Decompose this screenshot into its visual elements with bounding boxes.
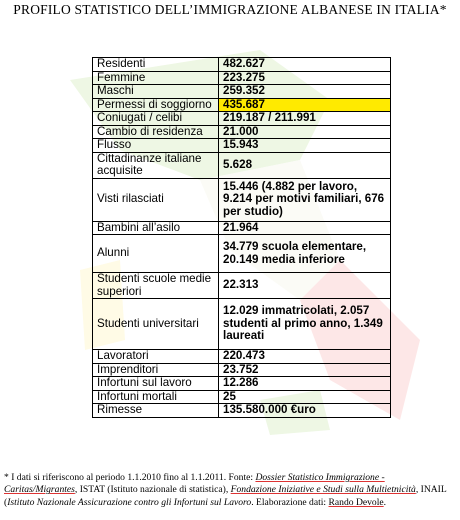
- table-row: [93, 299, 391, 350]
- footnote-author: Rando Devole: [328, 496, 384, 508]
- table-row: [93, 363, 391, 377]
- row-value: 21.000: [219, 125, 391, 139]
- row-label: Infortuni mortali: [93, 390, 219, 404]
- row-label: Coniugati / celibi: [93, 112, 219, 126]
- row-label: Maschi: [93, 85, 219, 99]
- row-value: 435.687: [219, 98, 391, 112]
- footnote-text: .: [383, 496, 387, 508]
- row-value: 259.352: [219, 85, 391, 99]
- row-value: 22.313: [219, 273, 391, 299]
- table-row: [93, 152, 391, 178]
- footnote-source-fondazione: Fondazione Iniziative e Studi sulla Multietnicità: [230, 484, 416, 496]
- table-row: [93, 85, 391, 99]
- row-label: Imprenditori: [93, 363, 219, 377]
- row-label: Studenti scuole medie superiori: [93, 273, 219, 299]
- table-row: [93, 221, 391, 235]
- row-value: 12.286: [219, 377, 391, 391]
- row-value: 482.627: [219, 58, 391, 72]
- row-label: Flusso: [93, 139, 219, 153]
- row-label: Alunni: [93, 235, 219, 273]
- row-value: 23.752: [219, 363, 391, 377]
- table-row: [93, 377, 391, 391]
- footnote-source-dossier: Dossier Statistico Immigrazione - Caritas/Migrantes: [4, 472, 385, 496]
- row-value: 15.943: [219, 139, 391, 153]
- row-value: 5.628: [219, 152, 391, 178]
- row-value: 15.446 (4.882 per lavoro, 9.214 per motivi familiari, 676 per studio): [219, 178, 391, 221]
- table-row: [93, 58, 391, 72]
- row-label: Cambio di residenza: [93, 125, 219, 139]
- row-value: 12.029 immatricolati, 2.057 studenti al primo anno, 1.349 laureati: [219, 299, 391, 350]
- table-row: [93, 404, 391, 418]
- row-label: Cittadinanze italiane acquisite: [93, 152, 219, 178]
- row-label: Visti rilasciati: [93, 178, 219, 221]
- table-row: [93, 125, 391, 139]
- row-label: Studenti universitari: [93, 299, 219, 350]
- footnote-text: * I dati si riferiscono al periodo 1.1.2010 fino al 1.1.2011. Fonte:: [4, 472, 256, 483]
- table-row: [93, 273, 391, 299]
- row-value: 223.275: [219, 71, 391, 85]
- row-label: Rimesse: [93, 404, 219, 418]
- row-value: 34.779 scuola elementare, 20.149 media inferiore: [219, 235, 391, 273]
- table-row: [93, 235, 391, 273]
- footnote: [4, 472, 456, 509]
- row-label: Infortuni sul lavoro: [93, 377, 219, 391]
- row-value: 219.187 / 211.991: [219, 112, 391, 126]
- table-row: [93, 71, 391, 85]
- table-row: [93, 98, 391, 112]
- row-value: 25: [219, 390, 391, 404]
- footnote-text: . Elaborazione dati:: [251, 496, 329, 508]
- row-value: 21.964: [219, 221, 391, 235]
- table-row: [93, 178, 391, 221]
- footnote-source-inail: Istituto Nazionale Assicurazione contro gli Infortuni sul Lavoro: [7, 496, 252, 508]
- table-row: [93, 112, 391, 126]
- table-row: [93, 390, 391, 404]
- row-value: 135.580.000 €uro: [219, 404, 391, 418]
- table-row: [93, 350, 391, 364]
- statistics-table: [92, 57, 391, 418]
- row-value: 220.473: [219, 350, 391, 364]
- footnote-text: , INAIL (: [4, 484, 447, 508]
- row-label: Lavoratori: [93, 350, 219, 364]
- footnote-text: , ISTAT (Istituto nazionale di statistica),: [74, 484, 231, 496]
- row-label: Residenti: [93, 58, 219, 72]
- page-title: PROFILO STATISTICO DELL’IMMIGRAZIONE ALBANESE IN ITALIA*: [13, 2, 447, 17]
- row-label: Permessi di soggiorno: [93, 98, 219, 112]
- table-row: [93, 139, 391, 153]
- row-label: Bambini all’asilo: [93, 221, 219, 235]
- row-label: Femmine: [93, 71, 219, 85]
